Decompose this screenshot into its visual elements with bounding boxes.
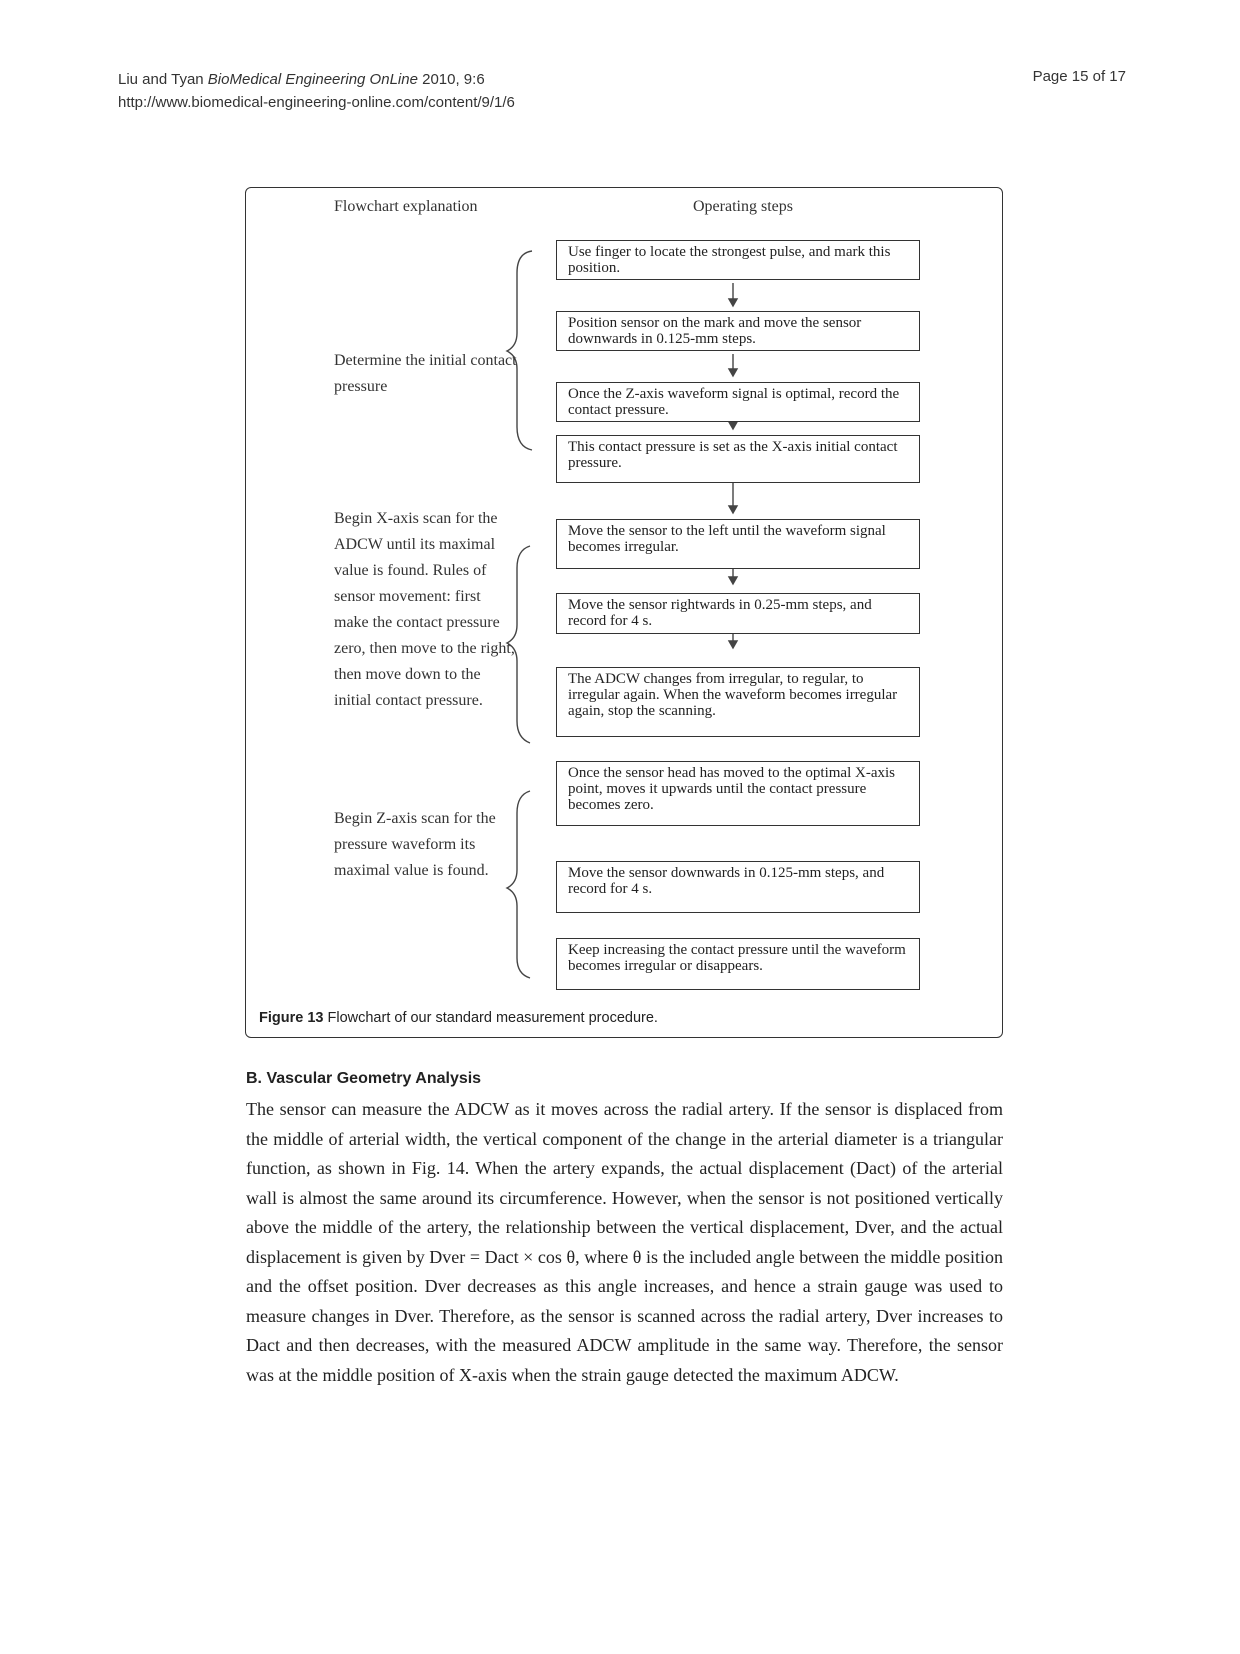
column-heading-steps: Operating steps — [693, 198, 793, 215]
page-number: Page 15 of 17 — [1032, 68, 1126, 85]
section-body — [246, 1095, 1003, 1390]
step-box-2: Position sensor on the mark and move the sensor downwards in 0.125-mm steps. — [556, 311, 920, 351]
citation-journal: BioMedical Engineering OnLine — [207, 71, 418, 88]
step-box-4: This contact pressure is set as the X-axis initial contact pressure. — [556, 435, 920, 483]
citation-line — [118, 68, 515, 91]
figure-caption — [259, 1010, 658, 1026]
caption-text: Flowchart of our standard measurement procedure. — [323, 1010, 658, 1026]
explanation-z-axis-scan: Begin Z-axis scan for the pressure waveform its maximal value is found. — [334, 810, 496, 879]
citation-authors: Liu and Tyan — [118, 71, 208, 88]
citation-header — [118, 68, 515, 114]
step-box-9: Move the sensor downwards in 0.125-mm steps, and record for 4 s. — [556, 861, 920, 913]
article-url[interactable]: http://www.biomedical-engineering-online.com/content/9/1/6 — [118, 94, 515, 111]
step-box-3: Once the Z-axis waveform signal is optimal, record the contact pressure. — [556, 382, 920, 422]
step-box-5: Move the sensor to the left until the waveform signal becomes irregular. — [556, 519, 920, 569]
step-box-1: Use finger to locate the strongest pulse, and mark this position. — [556, 240, 920, 280]
explanation-initial-contact-pressure: Determine the initial contact pressure — [334, 352, 517, 395]
column-heading-explanation: Flowchart explanation — [334, 198, 478, 215]
step-box-6: Move the sensor rightwards in 0.25-mm steps, and record for 4 s. — [556, 593, 920, 634]
caption-label: Figure 13 — [259, 1010, 324, 1026]
body-paragraph: The sensor can measure the ADCW as it moves across the radial artery. If the sensor is displaced from the middle of arterial width, the vertical component of the change in the arterial diameter is a triangular function, as shown in Fig. 14. When the artery expands, the actual displacement (Dact) of the arterial wall is almost the same around its circumference. However, when the sensor is not positioned vertically above the middle of the artery, the relationship between the vertical displacement, Dver, and the actual displacement is given by Dver = Dact × cos θ, where θ is the included angle between the middle position and the offset position. Dver decreases as this angle increases, and hence a strain gauge was used to measure changes in Dver. Therefore, as the sensor is scanned across the radial artery, Dver increases to Dact and then decreases, with the measured ADCW amplitude in the same way. Therefore, the sensor was at the middle position of X-axis when the strain gauge detected the maximum ADCW. — [246, 1099, 1003, 1385]
citation-year-volume: 2010, 9:6 — [417, 71, 485, 88]
step-box-10: Keep increasing the contact pressure until the waveform becomes irregular or disappears. — [556, 938, 920, 990]
explanation-x-axis-scan: Begin X-axis scan for the ADCW until its maximal value is found. Rules of sensor movement: first make the contact pressure zero, then move to the right, then move down to the initial contact pressure. — [334, 510, 515, 709]
figure-13 — [245, 187, 1003, 1038]
step-box-8: Once the sensor head has moved to the optimal X-axis point, moves it upwards until the contact pressure becomes zero. — [556, 761, 920, 826]
section-heading: B. Vascular Geometry Analysis — [246, 1070, 482, 1087]
step-box-7: The ADCW changes from irregular, to regular, to irregular again. When the waveform becomes irregular again, stop the scanning. — [556, 667, 920, 737]
